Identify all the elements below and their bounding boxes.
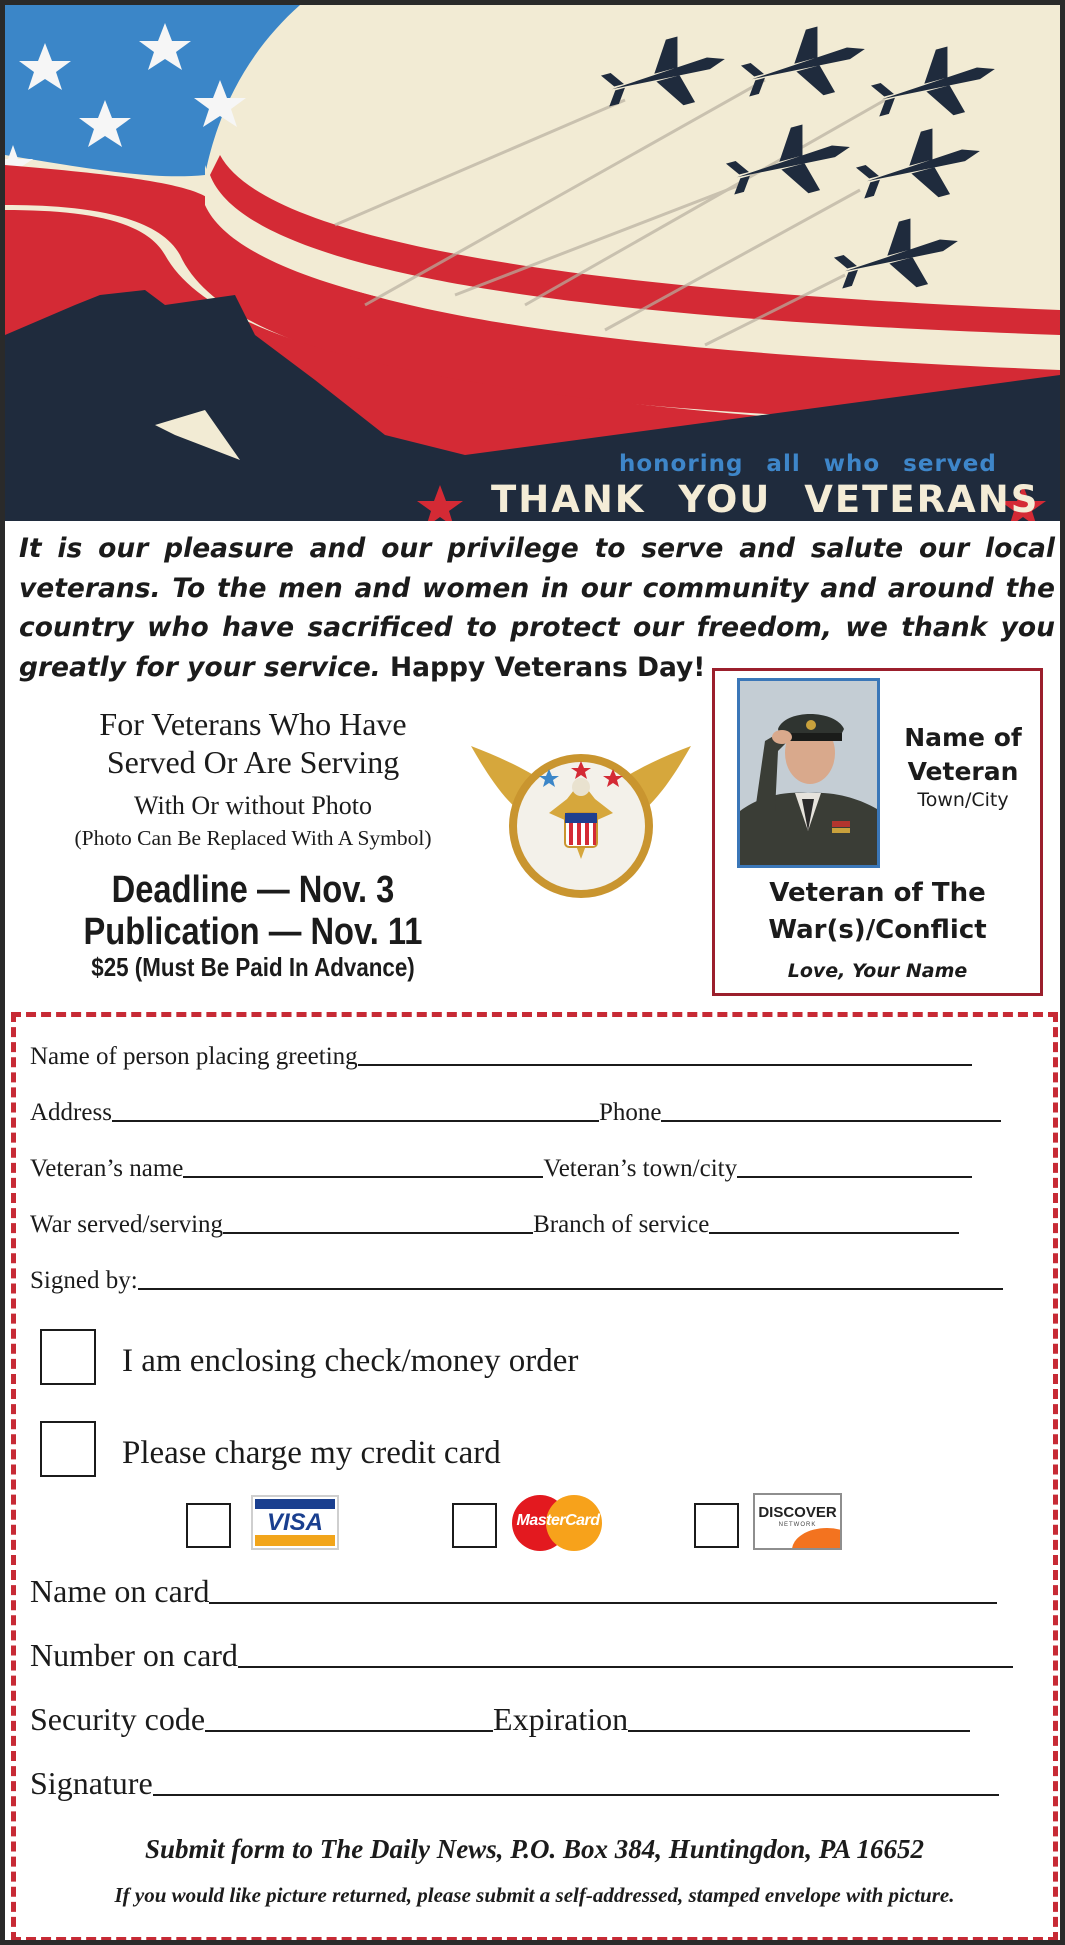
info-heading xyxy=(33,705,473,781)
veteran-row xyxy=(30,1155,972,1183)
info-line-2: Served Or Are Serving xyxy=(106,744,400,780)
mastercard-checkbox[interactable] xyxy=(452,1503,497,1548)
signed-label: Signed by: xyxy=(30,1267,138,1294)
banner-headline: THANK YOU VETERANS xyxy=(491,478,1040,521)
discover-logo-icon xyxy=(753,1493,842,1550)
banner-tagline: honoring all who served xyxy=(619,451,997,477)
expiration-field[interactable] xyxy=(628,1730,970,1732)
service-row xyxy=(30,1211,959,1239)
check-option-checkbox[interactable] xyxy=(40,1329,96,1385)
sample-name-line-1: Name of xyxy=(904,723,1022,752)
branch-label: Branch of service xyxy=(533,1211,710,1238)
signature-label: Signature xyxy=(30,1765,153,1801)
publication-text: Publication — Nov. 11 xyxy=(83,911,423,953)
discover-logo-subtext: NETWORK xyxy=(778,1522,817,1528)
sample-name-line-2: Veteran xyxy=(907,757,1019,786)
veteran-name-field[interactable] xyxy=(183,1176,543,1178)
deadline-text: Deadline — Nov. 3 xyxy=(111,869,395,911)
info-line-3: With Or without Photo xyxy=(133,791,372,820)
info-line-1: For Veterans Who Have xyxy=(99,706,407,742)
phone-label: Phone xyxy=(598,1099,662,1126)
security-row xyxy=(30,1701,970,1738)
phone-field[interactable] xyxy=(661,1120,1001,1122)
eagle-emblem-icon xyxy=(471,741,691,901)
mastercard-logo-text: MasterCard xyxy=(516,1512,600,1529)
war-field[interactable] xyxy=(223,1232,533,1234)
credit-option-label: Please charge my credit card xyxy=(122,1435,501,1471)
signature-row xyxy=(30,1765,999,1802)
number-on-card-label: Number on card xyxy=(30,1637,238,1673)
picture-return-note: If you would like picture returned, please submit a self-addressed, stamped envelope with picture. xyxy=(114,1883,955,1907)
number-on-card-field[interactable] xyxy=(238,1666,1013,1668)
placing-field[interactable] xyxy=(358,1064,972,1066)
veteran-name-label: Veteran’s name xyxy=(30,1155,184,1182)
number-on-card-row xyxy=(30,1637,1013,1674)
submit-instructions: Submit form to The Daily News, P.O. Box 384, Huntingdon, PA 16652 xyxy=(144,1834,925,1864)
sample-love: Love, Your Name xyxy=(787,960,968,982)
visa-checkbox[interactable] xyxy=(186,1503,231,1548)
credit-option-checkbox[interactable] xyxy=(40,1421,96,1477)
sample-war-line-1: Veteran of The xyxy=(769,878,986,908)
branch-field[interactable] xyxy=(709,1232,959,1234)
signed-row xyxy=(30,1267,1003,1295)
signature-field[interactable] xyxy=(153,1794,999,1796)
name-on-card-field[interactable] xyxy=(209,1602,997,1604)
info-line-4: (Photo Can Be Replaced With A Symbol) xyxy=(74,826,432,850)
placing-row xyxy=(30,1043,972,1071)
mastercard-logo-icon xyxy=(512,1495,604,1551)
discover-logo-text: DISCOVER xyxy=(758,1504,837,1521)
name-on-card-row xyxy=(30,1573,997,1610)
order-form xyxy=(11,1012,1058,1942)
banner xyxy=(5,5,1060,521)
check-option-label: I am enclosing check/money order xyxy=(122,1343,579,1379)
sample-war xyxy=(715,875,1040,949)
saluting-veteran-icon xyxy=(740,681,877,865)
address-field[interactable] xyxy=(112,1120,599,1122)
war-label: War served/serving xyxy=(30,1211,224,1238)
veteran-photo xyxy=(737,678,880,868)
security-code-label: Security code xyxy=(30,1701,206,1737)
banner-artwork xyxy=(5,5,1060,521)
veteran-town-label: Veteran’s town/city xyxy=(543,1155,738,1182)
sample-town: Town/City xyxy=(917,789,1009,811)
veteran-town-field[interactable] xyxy=(737,1176,972,1178)
sample-ad-box xyxy=(712,668,1043,996)
name-on-card-label: Name on card xyxy=(30,1573,210,1609)
sample-war-line-2: War(s)/Conflict xyxy=(768,915,987,945)
intro-closing: Happy Veterans Day! xyxy=(389,651,706,683)
visa-logo-icon xyxy=(251,1495,339,1550)
discover-checkbox[interactable] xyxy=(694,1503,739,1548)
address-label: Address xyxy=(30,1099,112,1126)
sample-veteran-name xyxy=(883,721,1043,789)
visa-logo-text: VISA xyxy=(266,1509,323,1536)
price-text: $25 (Must Be Paid In Advance) xyxy=(91,952,415,982)
address-row xyxy=(30,1099,1001,1127)
expiration-label: Expiration xyxy=(493,1701,629,1737)
security-code-field[interactable] xyxy=(205,1730,493,1732)
placing-label: Name of person placing greeting xyxy=(30,1043,358,1070)
intro-paragraph xyxy=(19,529,1055,687)
intro-text: It is our pleasure and our privilege to serve and salute our local veterans. To the men and women in our community and around the country who have sacrificed to protect our freedom, we thank you greatly for your service. xyxy=(19,533,1055,683)
signed-field[interactable] xyxy=(138,1288,1003,1290)
